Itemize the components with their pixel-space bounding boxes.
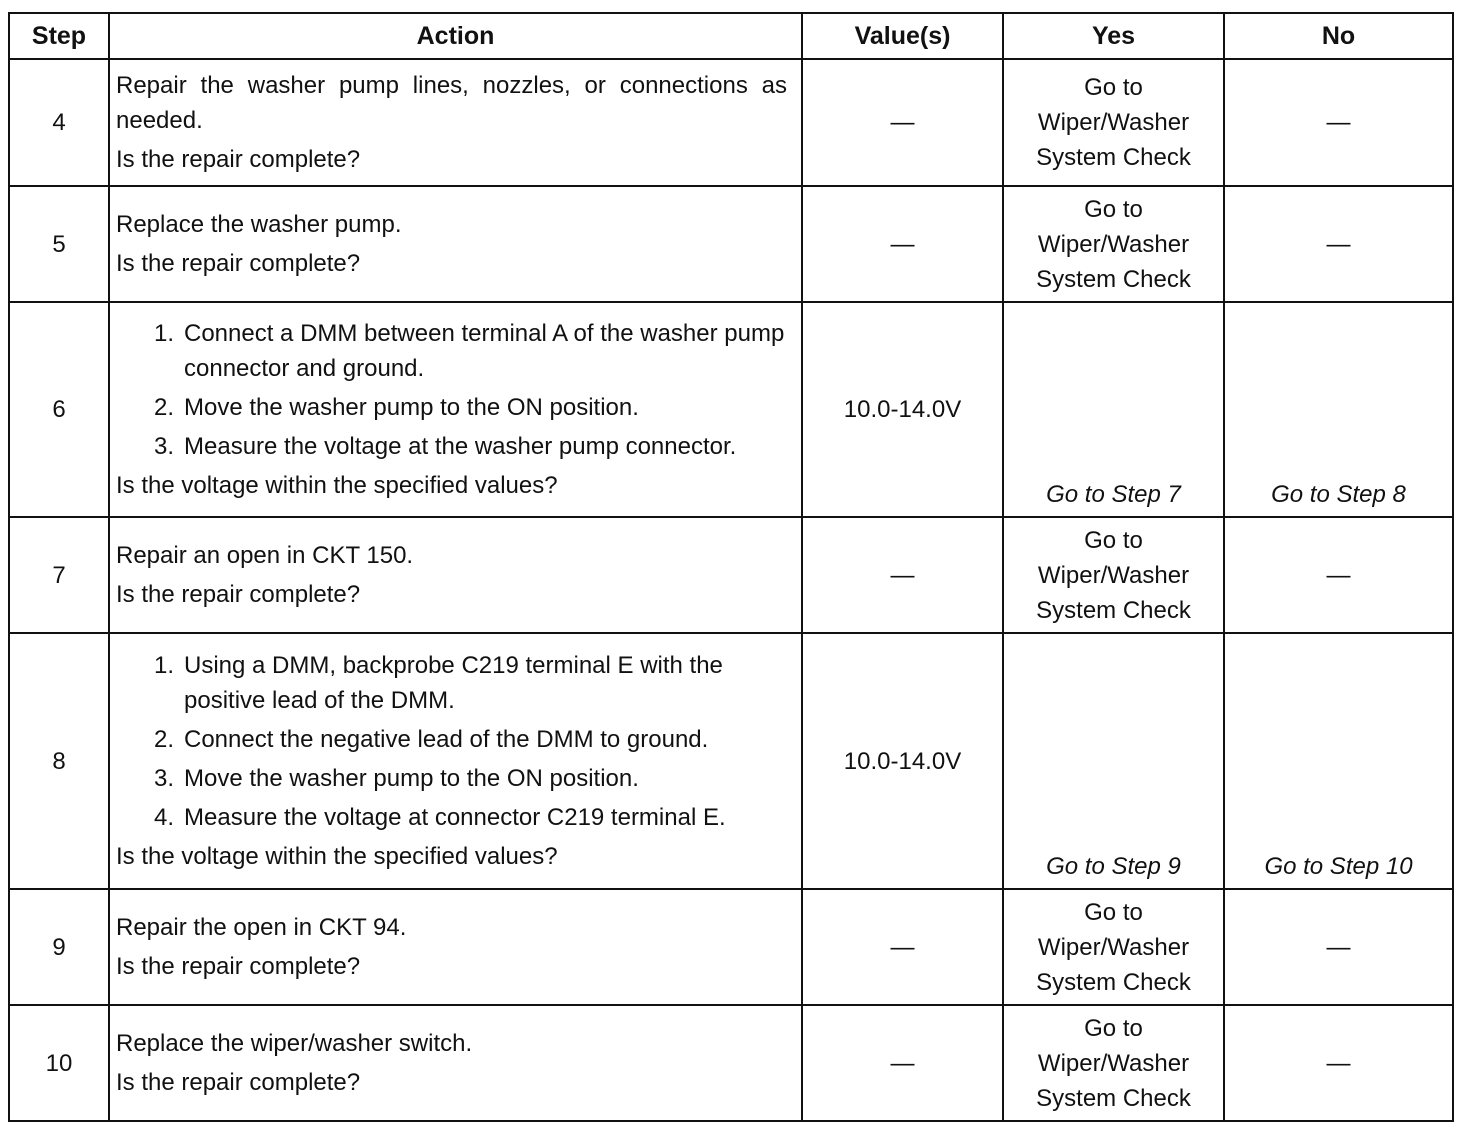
step-number: 9 — [9, 889, 109, 1005]
list-item: 1. Using a DMM, backprobe C219 terminal E with the positive lead of the DMM. — [153, 652, 723, 714]
header-no: No — [1224, 13, 1453, 59]
yes-line: Go to — [1084, 1014, 1143, 1042]
action-cell — [109, 633, 802, 889]
table-row — [9, 186, 1453, 302]
action-cell — [109, 186, 802, 302]
step-number: 8 — [9, 633, 109, 889]
table-row — [9, 633, 1453, 889]
action-cell — [109, 1005, 802, 1121]
action-question: Is the repair complete? — [116, 581, 361, 608]
no-cell: — — [1224, 517, 1453, 633]
table-row — [9, 889, 1453, 1005]
no-cell: Go to Step 10 — [1224, 633, 1453, 889]
yes-line: Wiper/Washer — [1037, 933, 1190, 961]
action-question: Is the voltage within the specified values? — [116, 472, 558, 499]
value-cell: 10.0-14.0V — [802, 633, 1003, 889]
action-cell — [109, 302, 802, 517]
no-cell: — — [1224, 186, 1453, 302]
value-cell: — — [802, 517, 1003, 633]
table-row — [9, 1005, 1453, 1121]
value-cell: — — [802, 1005, 1003, 1121]
yes-line: Wiper/Washer — [1037, 230, 1190, 258]
table-row — [9, 517, 1453, 633]
yes-cell: Go to Step 7 — [1003, 302, 1224, 517]
list-item: 3. Measure the voltage at the washer pump connector. — [153, 433, 737, 460]
value-cell: — — [802, 186, 1003, 302]
yes-line: Wiper/Washer — [1037, 561, 1190, 589]
table-row — [9, 59, 1453, 186]
action-question: Is the repair complete? — [116, 250, 361, 277]
yes-line: Go to — [1084, 74, 1143, 101]
action-text: Replace the wiper/washer switch. — [116, 1030, 473, 1057]
value-cell: 10.0-14.0V — [802, 302, 1003, 517]
action-question: Is the voltage within the specified values? — [116, 843, 558, 870]
step-number: 5 — [9, 186, 109, 302]
action-text: Repair an open in CKT 150. — [116, 542, 414, 569]
header-yes: Yes — [1003, 13, 1224, 59]
yes-cell — [1003, 1005, 1224, 1121]
table-row — [9, 302, 1453, 517]
yes-line: System Check — [1036, 144, 1191, 171]
action-question: Is the repair complete? — [116, 1069, 361, 1096]
value-cell: — — [802, 889, 1003, 1005]
yes-line: System Check — [1036, 596, 1191, 624]
header-action: Action — [109, 13, 802, 59]
action-cell — [109, 889, 802, 1005]
yes-line: Wiper/Washer — [1037, 109, 1190, 136]
header-values: Value(s) — [802, 13, 1003, 59]
yes-cell — [1003, 889, 1224, 1005]
no-cell: — — [1224, 59, 1453, 186]
yes-cell — [1003, 186, 1224, 302]
action-text: Repair the open in CKT 94. — [116, 914, 407, 941]
step-number: 10 — [9, 1005, 109, 1121]
yes-line: Go to — [1084, 195, 1143, 223]
action-steps — [116, 648, 787, 835]
list-item: 2. Connect the negative lead of the DMM to ground. — [153, 726, 709, 753]
action-steps — [116, 316, 787, 464]
step-number: 7 — [9, 517, 109, 633]
list-item: 4. Measure the voltage at connector C219 terminal E. — [153, 804, 726, 831]
yes-line: System Check — [1036, 1084, 1191, 1112]
action-cell — [109, 517, 802, 633]
yes-cell — [1003, 517, 1224, 633]
yes-line: Wiper/Washer — [1037, 1049, 1190, 1077]
yes-cell: Go to Step 9 — [1003, 633, 1224, 889]
action-text: Replace the washer pump. — [116, 211, 402, 238]
header-step: Step — [9, 13, 109, 59]
no-cell: — — [1224, 889, 1453, 1005]
action-cell — [109, 59, 802, 186]
list-item: 2. Move the washer pump to the ON position. — [153, 394, 639, 421]
action-text: Repair the washer pump lines, nozzles, or connections as needed. — [116, 72, 787, 134]
diagnostic-table — [8, 12, 1454, 1122]
list-item: 3. Move the washer pump to the ON position. — [153, 765, 639, 792]
no-cell: — — [1224, 1005, 1453, 1121]
list-item: 1. Connect a DMM between terminal A of the washer pump connector and ground. — [153, 320, 785, 382]
yes-cell — [1003, 59, 1224, 186]
step-number: 4 — [9, 59, 109, 186]
yes-line: Go to — [1084, 526, 1143, 554]
action-question: Is the repair complete? — [116, 953, 361, 980]
header-row — [9, 13, 1453, 59]
value-cell: — — [802, 59, 1003, 186]
step-number: 6 — [9, 302, 109, 517]
no-cell: Go to Step 8 — [1224, 302, 1453, 517]
yes-line: System Check — [1036, 968, 1191, 996]
yes-line: Go to — [1084, 898, 1143, 926]
yes-line: System Check — [1036, 265, 1191, 293]
action-question: Is the repair complete? — [116, 146, 361, 173]
